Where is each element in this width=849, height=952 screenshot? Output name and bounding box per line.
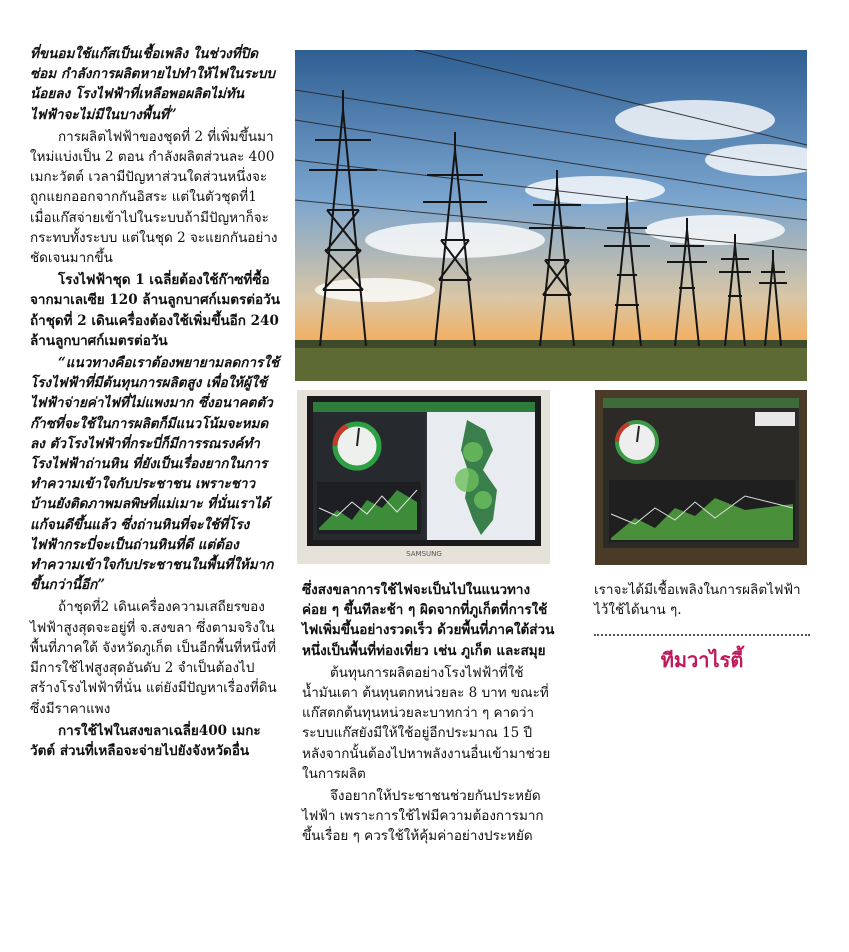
- quote-continuation: ที่ขนอมใช้แก๊สเป็นเชื้อเพลิง ในช่วงที่ปิดซ่อม กำลังการผลิตหายไปทำให้ไฟในระบบน้อยลง โรงไฟฟ้าที่เหลือพอผลิตไม่ทัน ไฟฟ้าจะไม่มีในบางพื้นที่”: [30, 46, 275, 123]
- paragraph: จึงอยากให้ประชาชนช่วยกันประหยัดไฟฟ้า เพราะการใช้ไฟมีความต้องการมากขึ้นเรื่อย ๆ ควรใช้ให้คุ้มค่าอย่างประหยัด: [302, 788, 544, 845]
- power-towers-photo: [295, 50, 807, 381]
- divider: [594, 634, 810, 636]
- screen-closeup-photo: [595, 390, 807, 565]
- paragraph: ต้นทุนการผลิตอย่างโรงไฟฟ้าที่ใช้น้ำมันเตา ต้นทุนตกหน่วยละ 8 บาท ขณะที่แก๊สตกต้นทุนหน่วยละบาทกว่า ๆ คาดว่าระบบแก๊สยังมีให้ใช้อยู่อีกประมาณ 15 ปี หลังจากนั้นต้องไปหาพลังงานอื่นเข้ามาช่วยในการผลิต: [302, 664, 551, 782]
- byline: ทีมวาไรตี้: [660, 648, 744, 672]
- article-column-2: [302, 580, 555, 849]
- quote-paragraph: “แนวทางคือเราต้องพยายามลดการใช้โรงไฟฟ้าที่มีต้นทุนการผลิตสูง เพื่อให้ผู้ใช้ไฟฟ้าจ่ายค่าไฟที่ไม่แพงมาก ซึ่งอนาคตตัวก๊าซที่จะใช้ในการผลิตก็มีแนวโน้มจะหมดลง ตัวโรงไฟฟ้าที่กระบี่ก็มีการรณรงค์ทำโรงไฟฟ้าถ่านหิน ที่ยังเป็นเรื่องยากในการทำความเข้าใจกับประชาชน เพราะชาวบ้านยังติดภาพมลพิษที่แม่เมาะ ที่นั่นเราได้แก้จนดีขึ้นแล้ว ซึ่งถ่านหินที่จะใช้ที่โรงไฟฟ้ากระบี่จะเป็นถ่านหินที่ดี แต่ต้องทำความเข้าใจกับประชาชนในพื้นที่ให้มากขึ้นกว่านี้อีก”: [30, 355, 279, 594]
- paragraph: เราจะได้มีเชื้อเพลิงในการผลิตไฟฟ้าไว้ใช้ได้นาน ๆ.: [594, 582, 801, 619]
- paragraph: การผลิตไฟฟ้าของชุดที่ 2 ที่เพิ่มขึ้นมาใหม่แบ่งเป็น 2 ตอน กำลังผลิตส่วนละ 400 เมกะวัตต์ เวลามีปัญหาส่วนใดส่วนหนึ่งจะถูกแยกออกจากกันอิสระ แต่ในตัวชุดที่1 เมื่อแก๊สจ่ายเข้าไปในระบบถ้ามีปัญหาก็จะกระทบทั้งระบบ แต่ในชุด 2 จะแยกกันอย่างชัดเจนมากขึ้น: [30, 128, 278, 267]
- paragraph: ถ้าชุดที่2 เดินเครื่องความเสถียรของไฟฟ้าสูงสุดจะอยู่ที่ จ.สงขลา ซึ่งตามจริงในพื้นที่ภาคใต้ จังหวัดภูเก็ต เป็นอีกพื้นที่หนึ่งที่มีการใช้ไฟสูงสุดอันดับ 2 จำเป็นต้องไปสร้างโรงไฟฟ้าที่นั่น แต่ยังมีปัญหาเรื่องที่ดินซึ่งมีราคาแพง: [30, 599, 277, 717]
- monitor-brand: SAMSUNG: [406, 550, 442, 558]
- article-column-3: [594, 580, 814, 622]
- paragraph-bold: การใช้ไฟในสงขลาเฉลี่ย400 เมกะวัตต์ ส่วนที่เหลือจะจ่ายไปยังจังหวัดอื่น: [30, 722, 261, 759]
- control-monitor-photo: [297, 390, 550, 564]
- paragraph-bold: ซึ่งสงขลาการใช้ไฟจะเป็นไปในแนวทางค่อย ๆ ขึ้นทีละช้า ๆ ผิดจากที่ภูเก็ตที่การใช้ไฟเพิ่มขึ้นอย่างรวดเร็ว ด้วยพื้นที่ภาคใต้ส่วนหนึ่งเป็นพื้นที่ท่องเที่ยว เช่น ภูเก็ต และสมุย: [302, 582, 555, 659]
- paragraph-bold: โรงไฟฟ้าชุด 1 เฉลี่ยต้องใช้ก๊าซที่ซื้อจากมาเลเซีย 120 ล้านลูกบาศก์เมตรต่อวัน ถ้าชุดที่ 2 เดินเครื่องต้องใช้เพิ่มขึ้นอีก 240 ล้านลูกบาศก์เมตรต่อวัน: [30, 272, 280, 349]
- article-column-1: [30, 44, 280, 763]
